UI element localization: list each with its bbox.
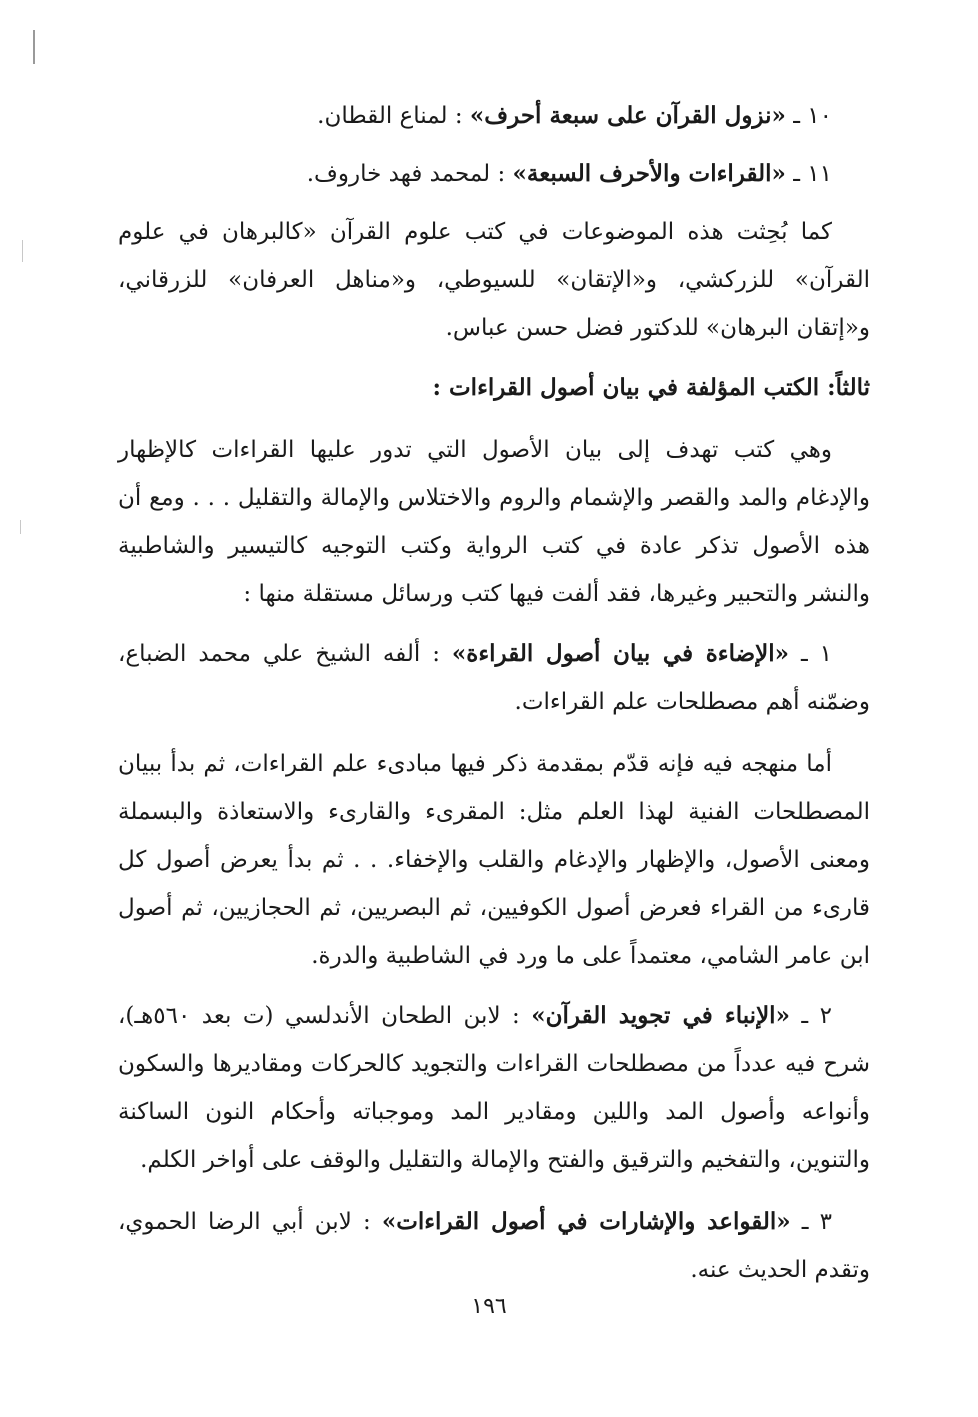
scan-edge-mark (20, 520, 21, 534)
item-number: ١٠ ـ (785, 103, 832, 129)
item-text: : لمناع القطان. (317, 103, 470, 129)
paragraph-intro: وهي كتب تهدف إلى بيان الأصول التي تدور عليها القراءات كالإظهار والإدغام والمد والقصر والإشمام والروم والاختلاس والإمالة والتقليل . . . ومع أن هذه الأصول تذكر عادة في كتب الرواية وكتب التوجيه كالتيسير والشاطبية والنشر والتحبير وغيرها، فقد ألفت فيها كتب ورسائل مستقلة منها : (118, 437, 870, 607)
book-title: «القراءات والأحرف السبعة» (512, 160, 786, 187)
list-item (118, 92, 870, 140)
item-text: : لابن أبي الرضا الحموي، وتقدم الحديث عنه. (118, 1209, 870, 1283)
scan-edge-mark (22, 240, 23, 262)
item-number: ١ ـ (789, 641, 832, 667)
list-item (118, 630, 870, 726)
item-text: : لمحمد فهد خاروف. (306, 161, 513, 187)
scan-edge-mark (33, 30, 35, 64)
item-number: ٣ ـ (790, 1209, 832, 1235)
paragraph-method: أما منهجه فيه فإنه قدّم بمقدمة ذكر فيها مبادىء علم القراءات، ثم بدأ ببيان المصطلحات الفنية لهذا العلم مثل: المقرىء والقارىء والاستعاذة والبسملة ومعنى الأصول، والإظهار والإدغام والقلب والإخفاء. . . ثم بدأ يعرض أصول كل قارىء من القراء فعرض أصول الكوفيين، ثم البصريين، ثم الحجازيين، ثم أصول ابن عامر الشامي، معتمداً على ما ورد في الشاطبية والدرة. (118, 751, 870, 969)
item-text: : لابن الطحان الأندلسي (ت بعد ٥٦٠هـ)، شرح فيه عدداً من مصطلحات القراءات والتجويد كالحركات ومقاديرها والسكون وأنواعه وأصول المد واللين ومقادير المد وموجباته وأحكام النون الساكنة والتنوين، والتفخيم والترقيق والفتح والإمالة والتقليل والوقف على أواخر الكلم. (118, 1003, 870, 1173)
section-heading: ثالثاً: الكتب المؤلفة في بيان أصول القراءات : (432, 374, 870, 401)
list-item (118, 1198, 870, 1294)
page-body (118, 92, 870, 1308)
item-number: ١١ ـ (785, 161, 832, 187)
item-text: : ألفه الشيخ علي محمد الضباع، وضمّنه أهم مصطلحات علم القراءات. (118, 641, 870, 715)
book-title: «نزول القرآن على سبعة أحرف» (469, 102, 786, 129)
item-number: ٢ ـ (789, 1003, 832, 1029)
book-title: «الإضاءة في بيان أصول القراءة» (451, 640, 790, 667)
list-item (118, 992, 870, 1184)
book-title: «القواعد والإشارات في أصول القراءات» (381, 1208, 791, 1235)
list-item (118, 150, 870, 198)
book-title: «الإنباء في تجويد القرآن» (531, 1002, 790, 1029)
page-number: ١٩٦ (471, 1294, 507, 1319)
paragraph-research: كما بُحِثت هذه الموضوعات في كتب علوم القرآن «كالبرهان في علوم القرآن» للزركشي، و«الإتقان» للسيوطي، و«مناهل العرفان» للزرقاني، و«إتقان البرهان» للدكتور فضل حسن عباس. (118, 219, 870, 341)
